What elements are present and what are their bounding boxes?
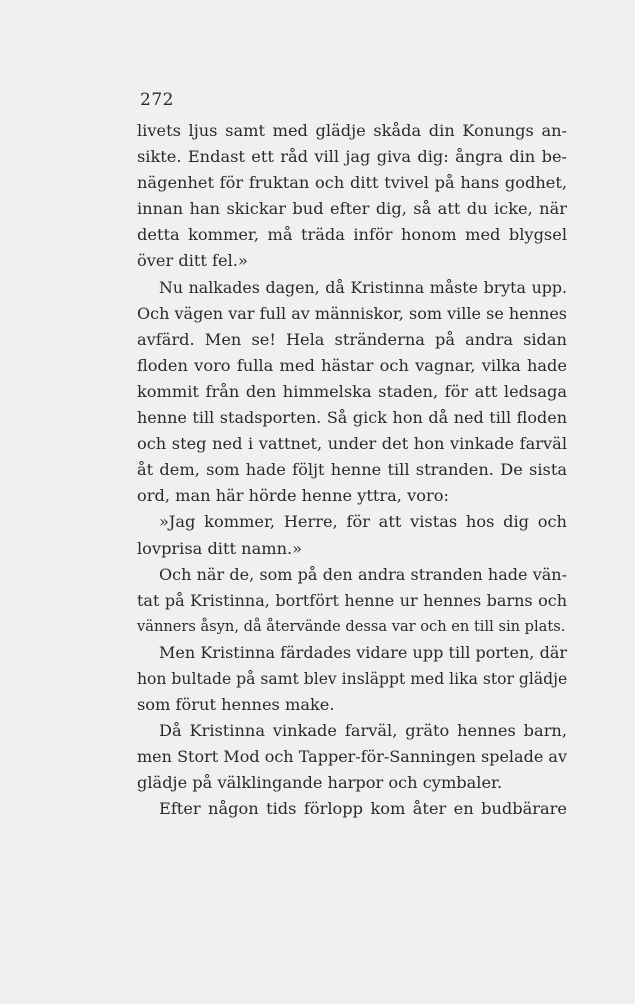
text-line: hon bultade på samt blev insläppt med lika stor glädje <box>137 669 568 688</box>
text-line: Och när de, som på den andra stranden hade vän- <box>159 564 567 584</box>
text-line: vänners åsyn, då återvände dessa var och en till sin plats. <box>137 617 566 635</box>
text-line: Men Kristinna färdades vidare upp till porten, där <box>159 642 567 662</box>
text-line: och steg ned i vattnet, under det hon vinkade farväl <box>137 434 567 454</box>
text-line: Och vägen var full av människor, som ville se hennes <box>137 303 567 323</box>
text-line: lovprisa ditt namn.» <box>137 538 303 558</box>
text-line: Nu nalkades dagen, då Kristinna måste bryta upp. <box>159 277 567 297</box>
text-line: sikte. Endast ett råd vill jag giva dig: ångra din be- <box>137 147 567 167</box>
text-line: livets ljus samt med glädje skåda din Konungs an- <box>137 121 567 140</box>
text-line: avfärd. Men se! Hela stränderna på andra sidan <box>137 329 567 349</box>
text-line: »Jag kommer, Herre, för att vistas hos dig och <box>159 512 567 532</box>
text-line: Efter någon tids förlopp kom åter en budbärare <box>159 799 567 819</box>
text-line: men Stort Mod och Tapper-för-Sanningen spelade av <box>137 747 567 767</box>
text-line: floden voro fulla med hästar och vagnar, vilka hade <box>137 355 567 375</box>
text-line: glädje på välklingande harpor och cymbaler. <box>137 773 503 793</box>
text-line: henne till stadsporten. Så gick hon då ned till floden <box>137 408 567 428</box>
text-line: som förut hennes make. <box>137 695 335 715</box>
text-line: ord, man här hörde henne yttra, voro: <box>137 486 449 506</box>
text-line: Då Kristinna vinkade farväl, gräto hennes barn, <box>159 721 567 741</box>
text-line: detta kommer, må träda inför honom med blygsel <box>137 225 567 245</box>
text-line: tat på Kristinna, bortfört henne ur hennes barns och <box>137 590 567 610</box>
text-line: kommit från den himmelska staden, för att ledsaga <box>137 381 567 401</box>
text-line: åt dem, som hade följt henne till stranden. De sista <box>137 460 567 480</box>
text-line: över ditt fel.» <box>137 251 248 271</box>
page-number: 272 <box>140 90 174 110</box>
body-text <box>137 118 567 823</box>
text-line: innan han skickar bud efter dig, så att du icke, när <box>137 199 567 219</box>
text-line: nägenhet för fruktan och ditt tvivel på hans godhet, <box>137 173 567 193</box>
